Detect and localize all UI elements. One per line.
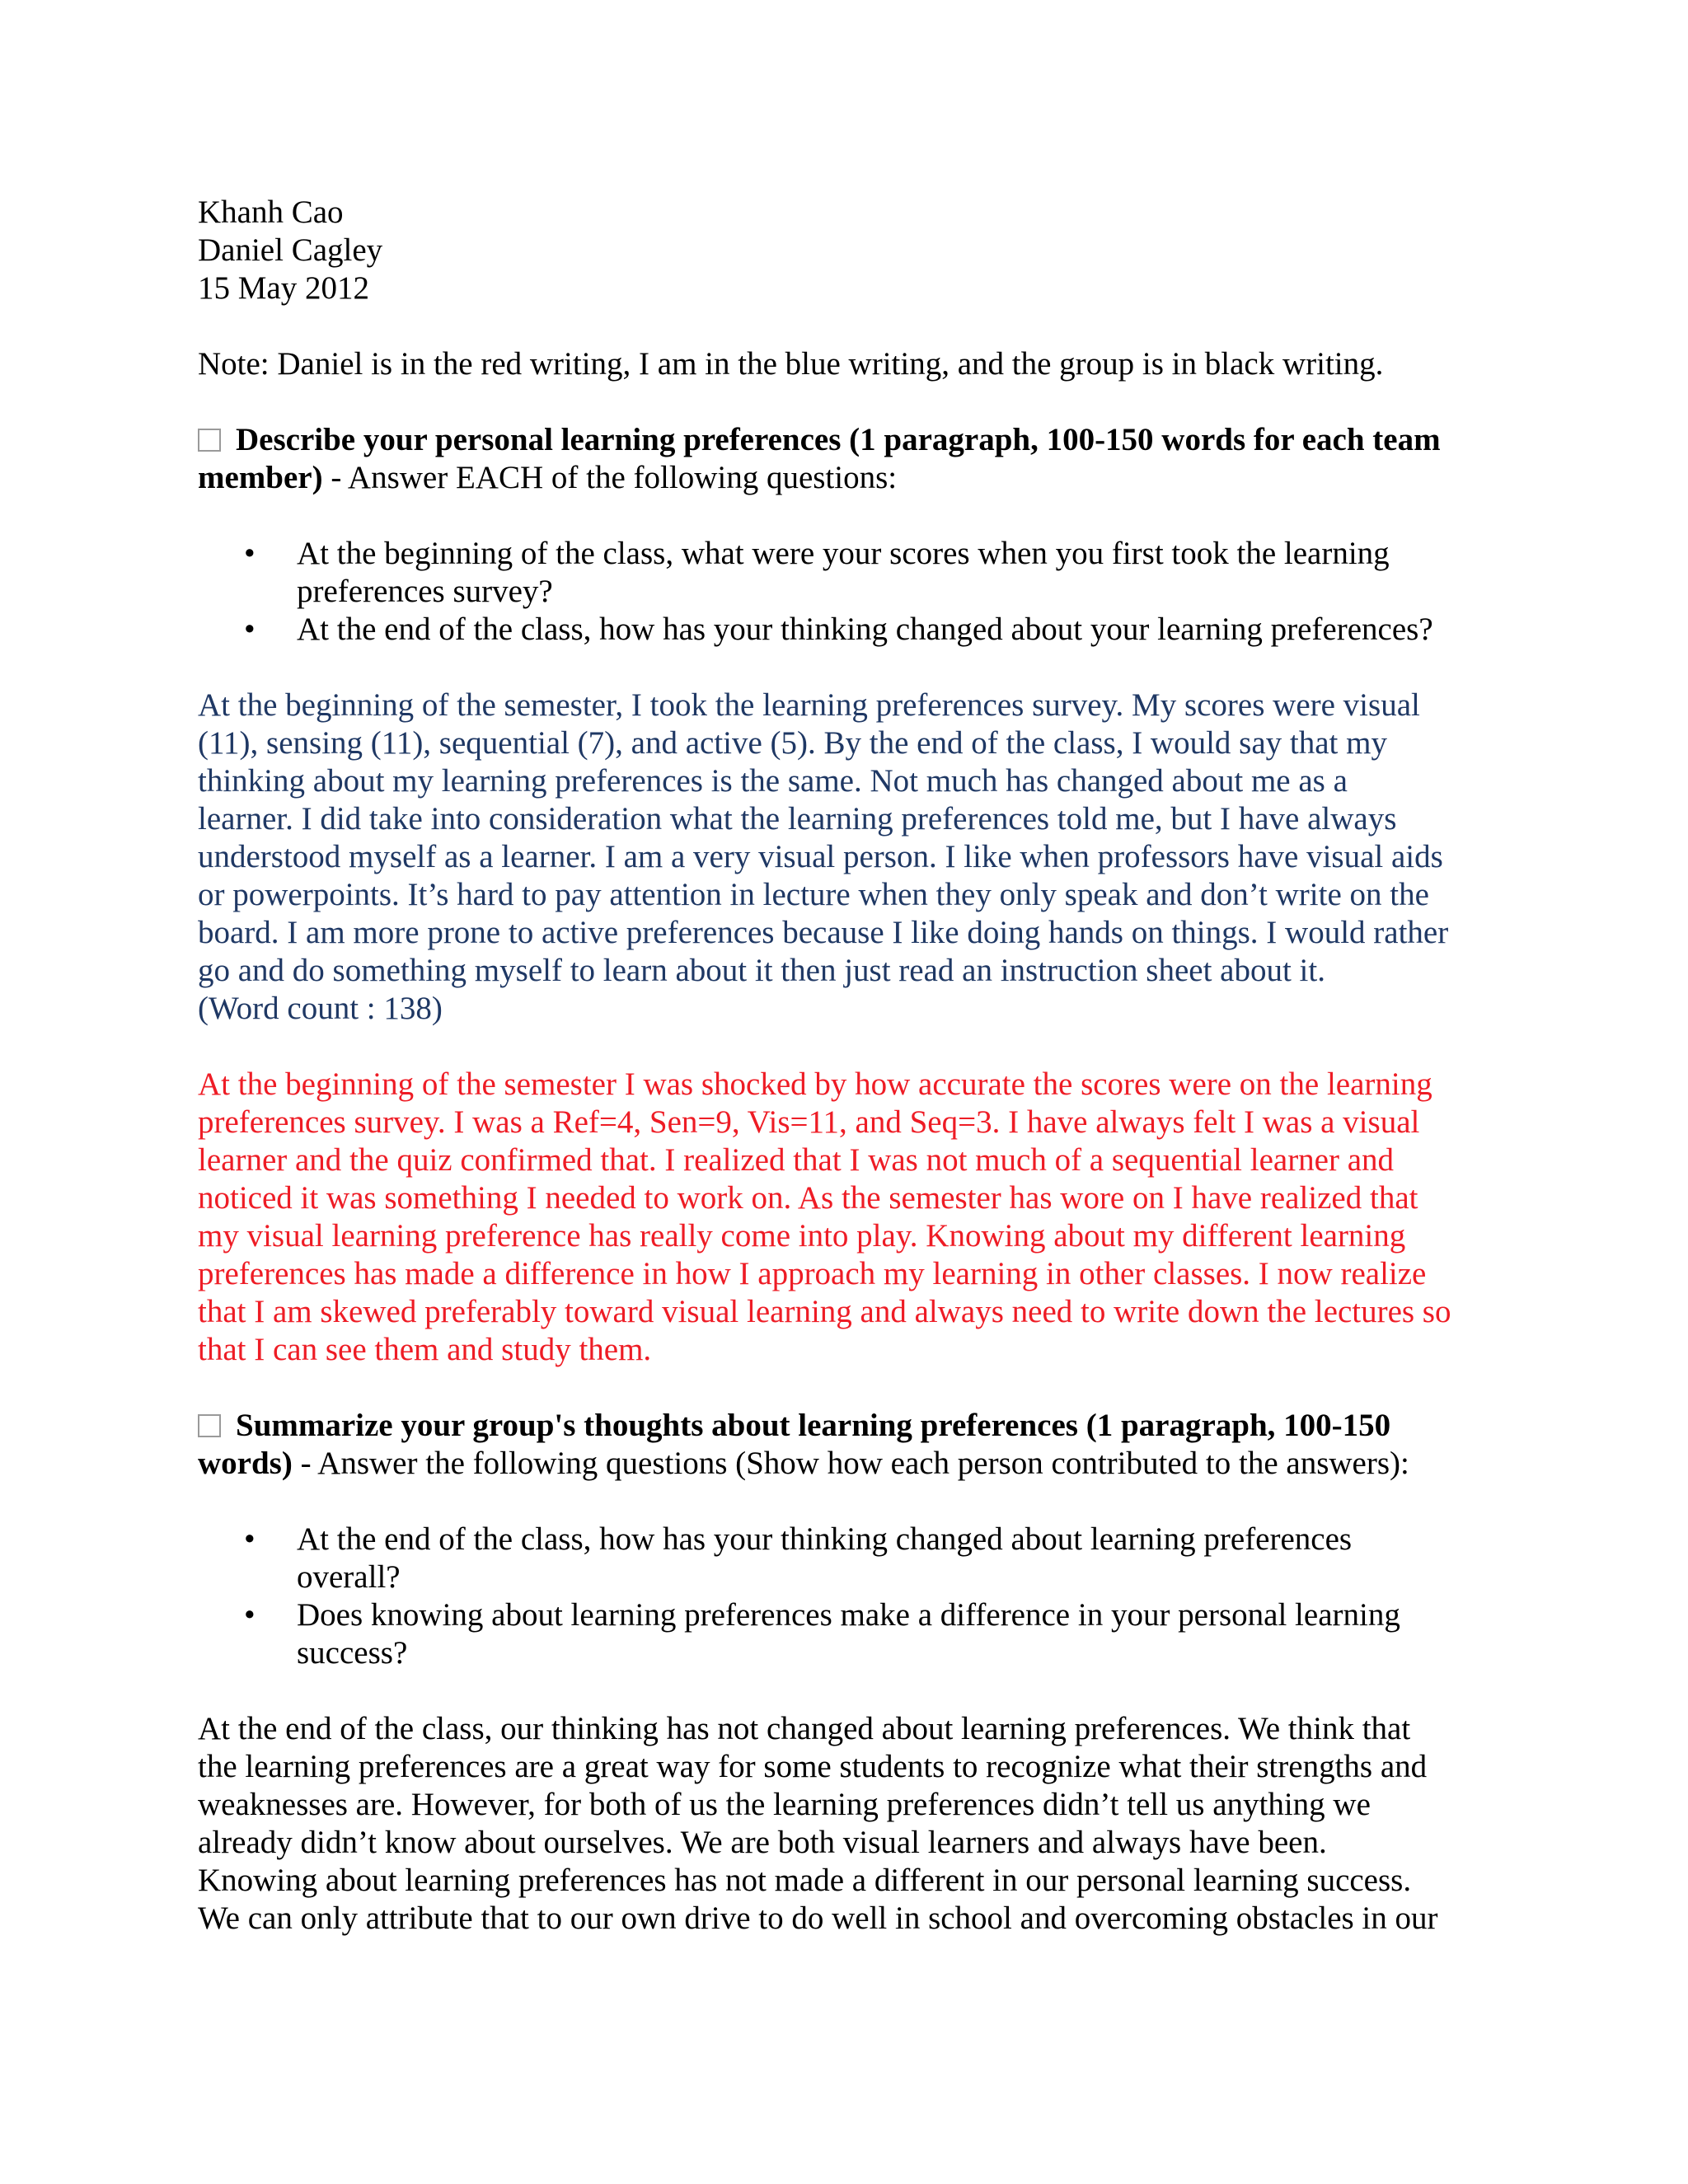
- checkbox-square-icon: [198, 429, 221, 452]
- section2-title-line2-bold: words): [198, 1446, 293, 1481]
- section1-question-list: [198, 535, 1500, 649]
- list-item: • At the end of the class, how has your thinking changed about learning preferences overall?: [244, 1521, 1353, 1595]
- list-item: • Does knowing about learning preferences make a difference in your personal learning success?: [244, 1597, 1400, 1671]
- word-count: (Word count : 138): [198, 991, 443, 1026]
- student-name: Khanh Cao: [198, 194, 344, 230]
- instructor-name: Daniel Cagley: [198, 232, 383, 268]
- list-item: • At the beginning of the class, what were your scores when you first took the learning preferences survey?: [244, 536, 1390, 609]
- group-response-paragraph: At the end of the class, our thinking has not changed about learning preferences. We think that the learning preferences are a great way for some students to recognize what their strengths and weaknesses are. However, for both of us the learning preferences didn’t tell us anything we already didn’t know about ourselves. We are both visual learners and always have been. Knowing about learning preferences has not made a different in our personal learning success. We can only attribute that to our own drive to do well in school and overcoming obstacles in our: [198, 1711, 1438, 1936]
- document-date: 15 May 2012: [198, 270, 369, 306]
- bullet-icon: •: [244, 612, 256, 647]
- section2-question-list: [198, 1521, 1500, 1672]
- list-item: • At the end of the class, how has your thinking changed about your learning preferences?: [244, 612, 1433, 647]
- bullet-icon: •: [244, 1521, 256, 1557]
- section2-title-line1: Summarize your group's thoughts about learning preferences (1 paragraph, 100-150: [236, 1408, 1391, 1443]
- section1-title-line1: Describe your personal learning preferences (1 paragraph, 100-150 words for each team: [236, 422, 1441, 457]
- section1-heading: [198, 421, 1500, 497]
- color-note: Note: Daniel is in the red writing, I am in the blue writing, and the group is in black writing.: [198, 346, 1384, 382]
- bullet-icon: •: [244, 1597, 256, 1633]
- khanh-response-paragraph: At the beginning of the semester, I took the learning preferences survey. My scores were visual (11), sensing (11), sequential (7), and active (5). By the end of the class, I would say that my thinking about my learning preferences is the same. Not much has changed about me as a learner. I did take into consideration what the learning preferences told me, but I have always understood myself as a learner. I am a very visual person. I like when professors have visual aids or powerpoints. It’s hard to pay attention in lecture when they only speak and don’t write on the board. I am more prone to active preferences because I like doing hands on things. I would rather go and do something myself to learn about it then just read an instruction sheet about it. (Word count : 138): [198, 687, 1500, 1028]
- daniel-response-paragraph: At the beginning of the semester I was shocked by how accurate the scores were on the learning preferences survey. I was a Ref=4, Sen=9, Vis=11, and Seq=3. I have always felt I was a visual learner and the quiz confirmed that. I realized that I was not much of a sequential learner and noticed it was something I needed to work on. As the semester has wore on I have realized that my visual learning preference has really come into play. Knowing about my different learning preferences has made a difference in how I approach my learning in other classes. I now realize that I am skewed preferably toward visual learning and always need to write down the lectures so that I can see them and study them.: [198, 1066, 1451, 1367]
- bullet-icon: •: [244, 536, 256, 571]
- section2-title-line2-rest: - Answer the following questions (Show how each person contributed to the answers):: [292, 1446, 1409, 1481]
- section1-title-line2-rest: - Answer EACH of the following questions:: [322, 460, 898, 495]
- header-block: [198, 194, 1500, 307]
- section1-title-line2-bold: member): [198, 460, 323, 495]
- section2-heading: [198, 1407, 1500, 1483]
- checkbox-square-icon: [198, 1414, 221, 1437]
- document-body: [198, 194, 1500, 1938]
